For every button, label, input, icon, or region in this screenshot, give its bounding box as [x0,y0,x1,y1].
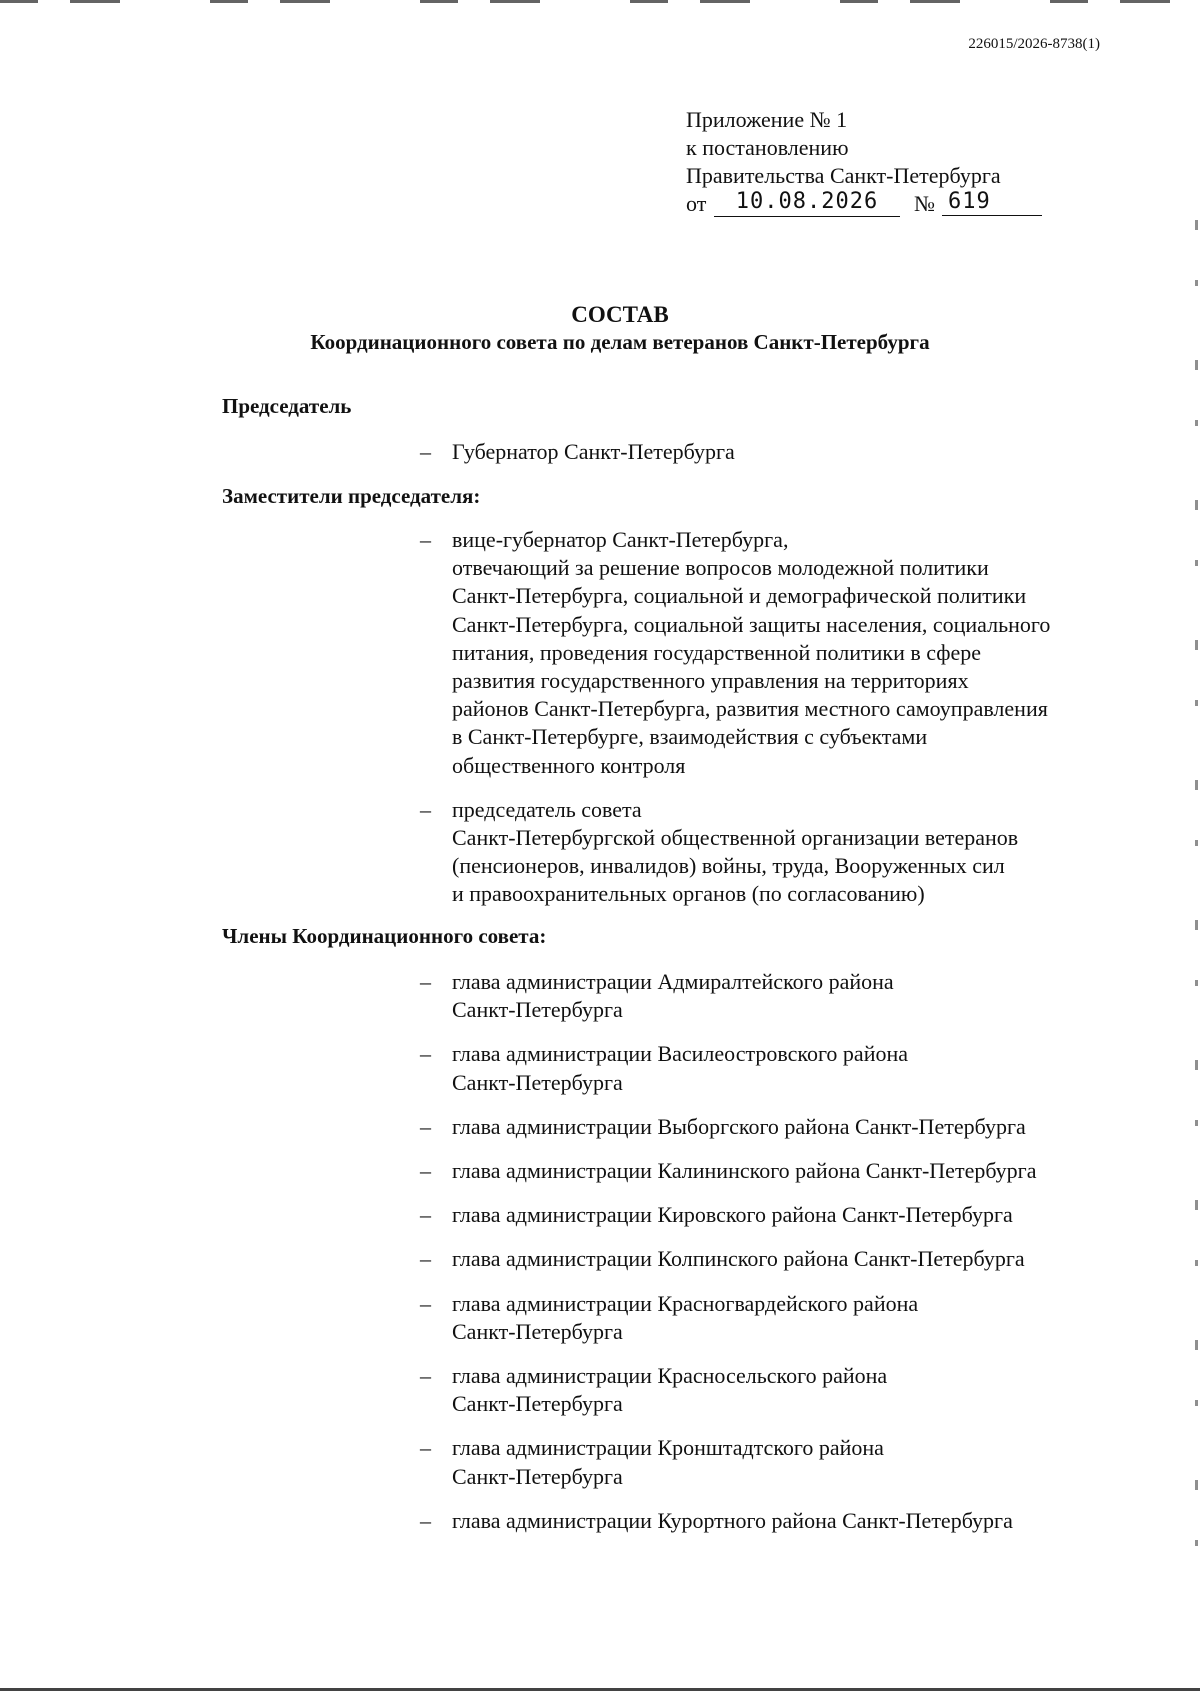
list-dash: – [420,796,431,822]
list-item [420,1290,1120,1346]
annex-line-1: Приложение № 1 [686,107,848,132]
list-dash: – [420,1246,431,1272]
list-item-text: глава администрации Адмиралтейского района Санкт-Петербурга [452,969,894,1023]
annex-block [686,106,1106,220]
list-dash: – [420,527,431,552]
list-dash: – [420,1507,431,1533]
resolution-date: 10.08.2026 [714,188,900,217]
list-item [420,526,1120,780]
list-item [420,1245,1120,1273]
list-item [420,438,1120,466]
list-item-text: Губернатор Санкт-Петербурга [452,439,735,464]
chairman-list [420,438,1120,482]
list-dash: – [420,1202,431,1228]
annex-date-row [686,190,1106,220]
list-item [420,796,1120,909]
members-label: Члены Координационного совета: [222,924,547,948]
list-dash: – [420,1158,431,1184]
list-item [420,968,1120,1024]
list-item-text: глава администрации Кронштадтского района Санкт-Петербурга [452,1435,884,1489]
list-item-text: глава администрации Василеостровского района Санкт-Петербурга [452,1041,909,1095]
annex-line-3: Правительства Санкт-Петербурга [686,163,1001,188]
document-subtitle: Координационного совета по делам ветеранов Санкт-Петербурга [310,330,930,354]
list-item-text: глава администрации Красногвардейского района Санкт-Петербурга [452,1290,919,1344]
list-dash: – [420,1435,431,1461]
deputies-list [420,526,1120,925]
list-item [420,1157,1120,1185]
list-dash: – [420,969,431,994]
scan-edge-right [1195,220,1198,1620]
members-list [420,968,1120,1551]
document-id: 226015/2026-8738(1) [968,36,1100,52]
list-dash: – [420,1113,431,1139]
list-item [420,1040,1120,1096]
list-item [420,1201,1120,1229]
list-item-text: глава администрации Калининского района Санкт-Петербурга [452,1158,1037,1184]
date-prefix: от [686,191,707,216]
scan-edge-bottom [0,1688,1200,1691]
list-item-text: глава администрации Колпинского района Санкт-Петербурга [452,1246,1025,1272]
resolution-number: 619 [942,188,1042,216]
list-item-text: председатель совета Санкт-Петербургской общественной организации ветеранов (пенсионеров, инвалидов) войны, труда, Вооруженных сил и правоохранительных органов (по согласованию) [452,796,1019,907]
list-item [420,1362,1120,1418]
list-item-text: глава администрации Выборгского района Санкт-Петербурга [452,1113,1026,1139]
list-dash: – [420,1290,431,1316]
chairman-label: Председатель [222,394,352,418]
deputies-label: Заместители председателя: [222,484,481,508]
document-title: СОСТАВ [571,302,669,327]
list-dash: – [420,1041,431,1067]
list-item-text: глава администрации Курортного района Санкт-Петербурга [452,1507,1013,1533]
list-item [420,1113,1120,1141]
scan-edge-top [0,0,1200,3]
list-item-text: вице-губернатор Санкт-Петербурга, отвечающий за решение вопросов молодежной политики Санкт-Петербурга, социальной и демографической политики Санкт-Петербурга, социальной защиты населения, социального питания, проведения государственной политики в сфере развития государственного управления на территориях районов Санкт-Петербурга, развития местного самоуправления в Санкт-Петербурге, взаимодействия с субъектами общественного контроля [452,527,1051,778]
list-dash: – [420,439,431,464]
number-prefix: № [914,191,935,216]
list-item [420,1434,1120,1490]
list-item-text: глава администрации Кировского района Санкт-Петербурга [452,1202,1013,1228]
list-item-text: глава администрации Красносельского района Санкт-Петербурга [452,1363,888,1417]
list-dash: – [420,1363,431,1389]
annex-line-2: к постановлению [686,135,849,160]
list-item [420,1507,1120,1535]
